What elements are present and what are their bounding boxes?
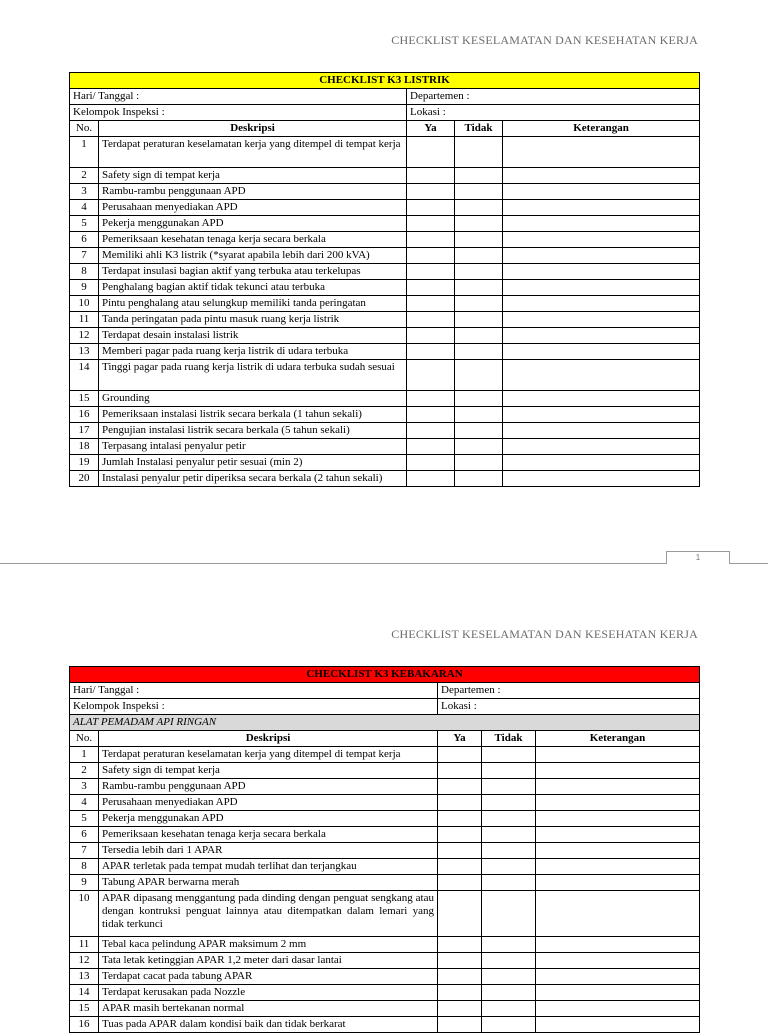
- table-row: [70, 875, 700, 891]
- keterangan-cell[interactable]: [503, 344, 700, 360]
- item-description: Instalasi penyalur petir diperiksa secara berkala (2 tahun sekali): [99, 471, 407, 487]
- table-row: [70, 811, 700, 827]
- tidak-cell[interactable]: [455, 344, 503, 360]
- item-description: Pekerja menggunakan APD: [99, 216, 407, 232]
- keterangan-cell[interactable]: [536, 827, 700, 843]
- keterangan-cell[interactable]: [536, 985, 700, 1001]
- listrik-kelompok: Kelompok Inspeksi :: [70, 105, 407, 121]
- item-description: Perusahaan menyediakan APD: [99, 795, 438, 811]
- col-deskripsi: Deskripsi: [99, 121, 407, 137]
- tidak-cell[interactable]: [482, 763, 536, 779]
- kebakaran-hari-tanggal: Hari/ Tanggal :: [70, 683, 438, 699]
- item-number: 5: [70, 811, 99, 827]
- item-number: 14: [70, 360, 99, 391]
- item-number: 10: [70, 891, 99, 937]
- keterangan-cell[interactable]: [503, 232, 700, 248]
- item-number: 16: [70, 407, 99, 423]
- table-row: [70, 232, 700, 248]
- item-description: Tuas pada APAR dalam kondisi baik dan tidak berkarat: [99, 1017, 438, 1033]
- kebakaran-lokasi: Lokasi :: [438, 699, 700, 715]
- item-description: Terpasang intalasi penyalur petir: [99, 439, 407, 455]
- item-number: 15: [70, 1001, 99, 1017]
- tidak-cell[interactable]: [482, 747, 536, 763]
- ya-cell[interactable]: [407, 248, 455, 264]
- item-description: Terdapat kerusakan pada Nozzle: [99, 985, 438, 1001]
- item-number: 4: [70, 200, 99, 216]
- table-row: [70, 391, 700, 407]
- table-row: [70, 827, 700, 843]
- keterangan-cell[interactable]: [536, 843, 700, 859]
- table-row: [70, 1017, 700, 1033]
- tidak-cell[interactable]: [482, 937, 536, 953]
- tidak-cell[interactable]: [455, 200, 503, 216]
- keterangan-cell[interactable]: [536, 1001, 700, 1017]
- tidak-cell[interactable]: [455, 216, 503, 232]
- keterangan-cell[interactable]: [536, 1017, 700, 1033]
- tidak-cell[interactable]: [455, 407, 503, 423]
- item-number: 4: [70, 795, 99, 811]
- item-description: Jumlah Instalasi penyalur petir sesuai (min 2): [99, 455, 407, 471]
- tidak-cell[interactable]: [455, 264, 503, 280]
- item-number: 6: [70, 232, 99, 248]
- keterangan-cell[interactable]: [503, 391, 700, 407]
- keterangan-cell[interactable]: [503, 248, 700, 264]
- keterangan-cell[interactable]: [503, 184, 700, 200]
- item-number: 12: [70, 953, 99, 969]
- item-number: 8: [70, 859, 99, 875]
- table-row: [70, 937, 700, 953]
- keterangan-cell[interactable]: [536, 969, 700, 985]
- tidak-cell[interactable]: [455, 328, 503, 344]
- ya-cell[interactable]: [438, 953, 482, 969]
- keterangan-cell[interactable]: [536, 779, 700, 795]
- col-no: No.: [70, 731, 99, 747]
- item-description: Pekerja menggunakan APD: [99, 811, 438, 827]
- listrik-hari-tanggal: Hari/ Tanggal :: [70, 89, 407, 105]
- item-description: Pemeriksaan instalasi listrik secara berkala (1 tahun sekali): [99, 407, 407, 423]
- ya-cell[interactable]: [438, 859, 482, 875]
- col-keterangan: Keterangan: [536, 731, 700, 747]
- ya-cell[interactable]: [407, 328, 455, 344]
- ya-cell[interactable]: [438, 795, 482, 811]
- tidak-cell[interactable]: [482, 811, 536, 827]
- item-description: Tebal kaca pelindung APAR maksimum 2 mm: [99, 937, 438, 953]
- col-ya: Ya: [438, 731, 482, 747]
- keterangan-cell[interactable]: [503, 439, 700, 455]
- ya-cell[interactable]: [407, 280, 455, 296]
- tidak-cell[interactable]: [482, 875, 536, 891]
- ya-cell[interactable]: [438, 747, 482, 763]
- tidak-cell[interactable]: [482, 953, 536, 969]
- tidak-cell[interactable]: [455, 232, 503, 248]
- tidak-cell[interactable]: [455, 471, 503, 487]
- table-row: [70, 953, 700, 969]
- item-number: 8: [70, 264, 99, 280]
- item-description: Pemeriksaan kesehatan tenaga kerja secara berkala: [99, 827, 438, 843]
- item-number: 2: [70, 763, 99, 779]
- item-number: 2: [70, 168, 99, 184]
- item-number: 11: [70, 937, 99, 953]
- listrik-lokasi: Lokasi :: [407, 105, 700, 121]
- table-row: [70, 168, 700, 184]
- table-row: [70, 439, 700, 455]
- item-description: Tersedia lebih dari 1 APAR: [99, 843, 438, 859]
- item-number: 12: [70, 328, 99, 344]
- ya-cell[interactable]: [438, 937, 482, 953]
- item-number: 3: [70, 779, 99, 795]
- item-number: 16: [70, 1017, 99, 1033]
- item-number: 5: [70, 216, 99, 232]
- item-description: Pemeriksaan kesehatan tenaga kerja secara berkala: [99, 232, 407, 248]
- ya-cell[interactable]: [438, 843, 482, 859]
- item-description: Memiliki ahli K3 listrik (*syarat apabila lebih dari 200 kVA): [99, 248, 407, 264]
- tidak-cell[interactable]: [455, 391, 503, 407]
- table-row: [70, 184, 700, 200]
- col-tidak: Tidak: [455, 121, 503, 137]
- keterangan-cell[interactable]: [536, 891, 700, 937]
- item-number: 13: [70, 969, 99, 985]
- item-description: Terdapat peraturan keselamatan kerja yang ditempel di tempat kerja: [99, 747, 438, 763]
- ya-cell[interactable]: [407, 216, 455, 232]
- item-description: Rambu-rambu penggunaan APD: [99, 779, 438, 795]
- table-row: [70, 1001, 700, 1017]
- item-number: 15: [70, 391, 99, 407]
- tidak-cell[interactable]: [455, 137, 503, 168]
- item-description: Pintu penghalang atau selungkup memiliki tanda peringatan: [99, 296, 407, 312]
- item-number: 11: [70, 312, 99, 328]
- ya-cell[interactable]: [407, 168, 455, 184]
- item-description: Terdapat peraturan keselamatan kerja yang ditempel di tempat kerja: [99, 137, 407, 168]
- table-row: [70, 891, 700, 937]
- ya-cell[interactable]: [407, 312, 455, 328]
- item-description: Pengujian instalasi listrik secara berkala (5 tahun sekali): [99, 423, 407, 439]
- item-number: 7: [70, 843, 99, 859]
- ya-cell[interactable]: [407, 296, 455, 312]
- keterangan-cell[interactable]: [536, 953, 700, 969]
- tidak-cell[interactable]: [455, 184, 503, 200]
- item-description: Safety sign di tempat kerja: [99, 763, 438, 779]
- tidak-cell[interactable]: [482, 891, 536, 937]
- item-number: 14: [70, 985, 99, 1001]
- col-deskripsi: Deskripsi: [99, 731, 438, 747]
- table-row: [70, 843, 700, 859]
- keterangan-cell[interactable]: [503, 407, 700, 423]
- ya-cell[interactable]: [407, 264, 455, 280]
- table-row: [70, 859, 700, 875]
- keterangan-cell[interactable]: [503, 360, 700, 391]
- item-number: 1: [70, 747, 99, 763]
- keterangan-cell[interactable]: [503, 137, 700, 168]
- tidak-cell[interactable]: [482, 795, 536, 811]
- table-row: [70, 264, 700, 280]
- item-number: 17: [70, 423, 99, 439]
- item-number: 20: [70, 471, 99, 487]
- table-row: [70, 328, 700, 344]
- ya-cell[interactable]: [407, 137, 455, 168]
- tidak-cell[interactable]: [482, 827, 536, 843]
- ya-cell[interactable]: [407, 184, 455, 200]
- table-row: [70, 216, 700, 232]
- keterangan-cell[interactable]: [503, 200, 700, 216]
- tidak-cell[interactable]: [482, 843, 536, 859]
- item-description: Rambu-rambu penggunaan APD: [99, 184, 407, 200]
- keterangan-cell[interactable]: [503, 296, 700, 312]
- keterangan-cell[interactable]: [536, 795, 700, 811]
- item-description: Grounding: [99, 391, 407, 407]
- table-row: [70, 763, 700, 779]
- table-row: [70, 137, 700, 168]
- tidak-cell[interactable]: [455, 360, 503, 391]
- tidak-cell[interactable]: [482, 1001, 536, 1017]
- listrik-departemen: Departemen :: [407, 89, 700, 105]
- col-keterangan: Keterangan: [503, 121, 700, 137]
- keterangan-cell[interactable]: [503, 455, 700, 471]
- table-row: [70, 407, 700, 423]
- tidak-cell[interactable]: [482, 985, 536, 1001]
- table-row: [70, 248, 700, 264]
- table-row: [70, 312, 700, 328]
- keterangan-cell[interactable]: [503, 423, 700, 439]
- keterangan-cell[interactable]: [536, 859, 700, 875]
- keterangan-cell[interactable]: [503, 216, 700, 232]
- kebakaran-title: CHECKLIST K3 KEBAKARAN: [70, 667, 700, 683]
- item-number: 1: [70, 137, 99, 168]
- table-row: [70, 985, 700, 1001]
- page-header-1: CHECKLIST KESELAMATAN DAN KESEHATAN KERJA: [391, 33, 698, 47]
- item-number: 9: [70, 280, 99, 296]
- keterangan-cell[interactable]: [503, 328, 700, 344]
- tidak-cell[interactable]: [482, 859, 536, 875]
- item-number: 13: [70, 344, 99, 360]
- keterangan-cell[interactable]: [536, 937, 700, 953]
- table-row: [70, 280, 700, 296]
- tidak-cell[interactable]: [455, 168, 503, 184]
- keterangan-cell[interactable]: [536, 811, 700, 827]
- keterangan-cell[interactable]: [503, 471, 700, 487]
- ya-cell[interactable]: [438, 985, 482, 1001]
- ya-cell[interactable]: [407, 344, 455, 360]
- item-number: 18: [70, 439, 99, 455]
- ya-cell[interactable]: [407, 423, 455, 439]
- item-description: Tata letak ketinggian APAR 1,2 meter dari dasar lantai: [99, 953, 438, 969]
- ya-cell[interactable]: [407, 391, 455, 407]
- col-ya: Ya: [407, 121, 455, 137]
- item-number: 19: [70, 455, 99, 471]
- tidak-cell[interactable]: [482, 779, 536, 795]
- tidak-cell[interactable]: [482, 969, 536, 985]
- table-row: [70, 455, 700, 471]
- tidak-cell[interactable]: [455, 296, 503, 312]
- ya-cell[interactable]: [407, 200, 455, 216]
- page-footer-line: [0, 563, 768, 564]
- keterangan-cell[interactable]: [536, 763, 700, 779]
- ya-cell[interactable]: [407, 360, 455, 391]
- item-description: Tinggi pagar pada ruang kerja listrik di udara terbuka sudah sesuai: [99, 360, 407, 391]
- item-description: Perusahaan menyediakan APD: [99, 200, 407, 216]
- item-description: Memberi pagar pada ruang kerja listrik di udara terbuka: [99, 344, 407, 360]
- ya-cell[interactable]: [438, 875, 482, 891]
- ya-cell[interactable]: [438, 1001, 482, 1017]
- kebakaran-kelompok: Kelompok Inspeksi :: [70, 699, 438, 715]
- table-row: [70, 471, 700, 487]
- table-row: [70, 296, 700, 312]
- tidak-cell[interactable]: [455, 312, 503, 328]
- item-number: 7: [70, 248, 99, 264]
- kebakaran-departemen: Departemen :: [438, 683, 700, 699]
- keterangan-cell[interactable]: [503, 264, 700, 280]
- item-description: APAR masih bertekanan normal: [99, 1001, 438, 1017]
- checklist-kebakaran-table: [69, 666, 700, 1033]
- item-description: APAR terletak pada tempat mudah terlihat dan terjangkau: [99, 859, 438, 875]
- tidak-cell[interactable]: [455, 423, 503, 439]
- table-row: [70, 969, 700, 985]
- listrik-title: CHECKLIST K3 LISTRIK: [70, 73, 700, 89]
- ya-cell[interactable]: [407, 232, 455, 248]
- ya-cell[interactable]: [438, 779, 482, 795]
- col-no: No.: [70, 121, 99, 137]
- tidak-cell[interactable]: [455, 248, 503, 264]
- table-row: [70, 360, 700, 391]
- tidak-cell[interactable]: [455, 280, 503, 296]
- keterangan-cell[interactable]: [536, 747, 700, 763]
- tidak-cell[interactable]: [482, 1017, 536, 1033]
- col-tidak: Tidak: [482, 731, 536, 747]
- ya-cell[interactable]: [407, 407, 455, 423]
- item-description: Tanda peringatan pada pintu masuk ruang kerja listrik: [99, 312, 407, 328]
- ya-cell[interactable]: [438, 1017, 482, 1033]
- ya-cell[interactable]: [407, 439, 455, 455]
- table-row: [70, 795, 700, 811]
- table-row: [70, 747, 700, 763]
- item-description: Terdapat insulasi bagian aktif yang terbuka atau terkelupas: [99, 264, 407, 280]
- table-row: [70, 344, 700, 360]
- ya-cell[interactable]: [438, 763, 482, 779]
- checklist-listrik-table: [69, 72, 700, 487]
- ya-cell[interactable]: [407, 471, 455, 487]
- page-number: 1: [666, 551, 730, 564]
- tidak-cell[interactable]: [455, 455, 503, 471]
- page-header-2: CHECKLIST KESELAMATAN DAN KESEHATAN KERJA: [391, 627, 698, 641]
- ya-cell[interactable]: [438, 891, 482, 937]
- item-description: Terdapat cacat pada tabung APAR: [99, 969, 438, 985]
- ya-cell[interactable]: [407, 455, 455, 471]
- keterangan-cell[interactable]: [536, 875, 700, 891]
- table-row: [70, 423, 700, 439]
- ya-cell[interactable]: [438, 827, 482, 843]
- table-row: [70, 779, 700, 795]
- item-description: Penghalang bagian aktif tidak tekunci atau terbuka: [99, 280, 407, 296]
- tidak-cell[interactable]: [455, 439, 503, 455]
- keterangan-cell[interactable]: [503, 168, 700, 184]
- ya-cell[interactable]: [438, 811, 482, 827]
- item-description: Safety sign di tempat kerja: [99, 168, 407, 184]
- table-row: [70, 200, 700, 216]
- ya-cell[interactable]: [438, 969, 482, 985]
- item-description: APAR dipasang menggantung pada dinding dengan penguat sengkang atau dengan kontruksi penguat lainnya atau ditempatkan dalam lemari yang tidak terkunci: [99, 891, 438, 937]
- section-alat-pemadam-api-ringan: ALAT PEMADAM API RINGAN: [70, 715, 700, 731]
- keterangan-cell[interactable]: [503, 280, 700, 296]
- item-number: 10: [70, 296, 99, 312]
- item-number: 9: [70, 875, 99, 891]
- item-number: 3: [70, 184, 99, 200]
- keterangan-cell[interactable]: [503, 312, 700, 328]
- item-description: Tabung APAR berwarna merah: [99, 875, 438, 891]
- item-description: Terdapat desain instalasi listrik: [99, 328, 407, 344]
- item-number: 6: [70, 827, 99, 843]
